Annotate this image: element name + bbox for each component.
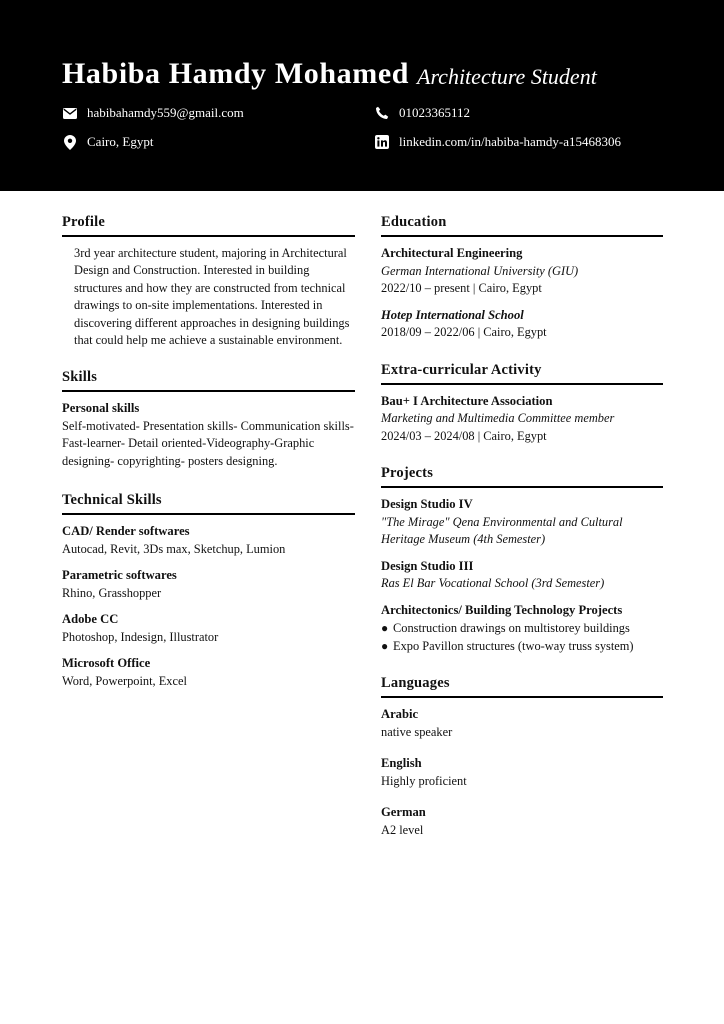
project-entry bbox=[381, 496, 663, 549]
organization-role: Marketing and Multimedia Committee member bbox=[381, 411, 615, 425]
map-pin-icon bbox=[62, 134, 78, 150]
language-name: German bbox=[381, 805, 426, 819]
education-dates: 2018/09 – 2022/06 | Cairo, Egypt bbox=[381, 325, 547, 339]
skill-group bbox=[62, 611, 355, 646]
skill-group bbox=[62, 655, 355, 690]
skills-heading: Skills bbox=[62, 369, 355, 392]
skill-group bbox=[62, 567, 355, 602]
header-banner bbox=[0, 0, 724, 191]
projects-heading: Projects bbox=[381, 465, 663, 488]
project-description: "The Mirage" Qena Environmental and Cultural bbox=[381, 514, 623, 529]
email-text[interactable]: habibahamdy559@gmail.com bbox=[87, 105, 244, 120]
email-contact[interactable] bbox=[62, 105, 244, 121]
profile-section bbox=[62, 214, 355, 349]
language-entry bbox=[381, 706, 663, 741]
language-level: A2 level bbox=[381, 822, 424, 837]
phone-text[interactable]: 01023365112 bbox=[399, 105, 471, 120]
location-contact bbox=[62, 134, 153, 150]
project-description: Ras El Bar Vocational School (3rd Semester) bbox=[381, 576, 605, 590]
left-column bbox=[62, 214, 355, 710]
bullet-icon: ● bbox=[381, 621, 389, 635]
education-section bbox=[381, 214, 663, 342]
education-entry bbox=[381, 307, 663, 342]
candidate-role: Architecture Student bbox=[417, 64, 597, 89]
skill-group-items: Photoshop, Indesign, Illustrator bbox=[62, 629, 219, 644]
language-level: native speaker bbox=[381, 724, 453, 739]
phone-contact[interactable] bbox=[374, 105, 470, 121]
personal-skills-text: Self-motivated- Presentation skills- Communication skills- Fast-learner- Detail oriented-Videography-Graphic designing- copyrighting- posters designing. bbox=[62, 418, 354, 468]
organization-name: Bau+ I Architecture Association bbox=[381, 393, 553, 408]
extracurricular-heading: Extra-curricular Activity bbox=[381, 362, 663, 385]
technical-skills-section bbox=[62, 492, 355, 690]
project-bullet-list bbox=[381, 619, 663, 655]
school-title: Hotep International School bbox=[381, 307, 524, 322]
project-description: Heritage Museum (4th Semester) bbox=[381, 532, 546, 546]
language-name: English bbox=[381, 756, 422, 770]
education-dates: 2022/10 – present | Cairo, Egypt bbox=[381, 281, 542, 295]
profile-heading: Profile bbox=[62, 214, 355, 237]
skill-group-items: Rhino, Grasshopper bbox=[62, 585, 162, 600]
skill-group-title: CAD/ Render softwares bbox=[62, 524, 190, 539]
technical-skills-heading: Technical Skills bbox=[62, 492, 355, 515]
skills-section bbox=[62, 369, 355, 470]
bullet-text: Expo Pavillon structures (two-way truss system) bbox=[393, 639, 634, 653]
skill-group-title: Parametric softwares bbox=[62, 568, 177, 583]
profile-text: 3rd year architecture student, majoring in Architectural Design and Construction. Interested in building structures and how they are constructed from technical drawings to on-site implementations. Interested in discovering different approaches in designing buildings that could help me achieve a sustainable environment. bbox=[74, 246, 350, 348]
language-name: Arabic bbox=[381, 707, 419, 721]
language-entry bbox=[381, 755, 663, 790]
project-title: Architectonics/ Building Technology Projects bbox=[381, 602, 623, 617]
degree-title: Architectural Engineering bbox=[381, 246, 523, 260]
list-item bbox=[381, 637, 663, 655]
education-heading: Education bbox=[381, 214, 663, 237]
organization-dates: 2024/03 – 2024/08 | Cairo, Egypt bbox=[381, 428, 547, 443]
skill-group bbox=[62, 523, 355, 558]
linkedin-text[interactable]: linkedin.com/in/habiba-hamdy-a15468306 bbox=[399, 134, 622, 149]
bullet-text: Construction drawings on multistorey buildings bbox=[393, 621, 630, 635]
linkedin-icon bbox=[374, 134, 390, 150]
project-title: Design Studio IV bbox=[381, 497, 473, 511]
right-column bbox=[381, 214, 663, 859]
phone-icon bbox=[374, 105, 390, 121]
candidate-name: Habiba Hamdy Mohamed bbox=[62, 57, 410, 90]
project-entry bbox=[381, 558, 663, 593]
envelope-icon bbox=[62, 105, 78, 121]
language-entry bbox=[381, 804, 663, 839]
extracurricular-section bbox=[381, 362, 663, 446]
skill-group-title: Adobe CC bbox=[62, 612, 119, 627]
school-name: German International University (GIU) bbox=[381, 263, 579, 278]
project-entry bbox=[381, 602, 663, 656]
education-entry bbox=[381, 245, 663, 298]
languages-section bbox=[381, 675, 663, 839]
location-text: Cairo, Egypt bbox=[87, 134, 154, 149]
skill-group-items: Autocad, Revit, 3Ds max, Sketchup, Lumion bbox=[62, 541, 286, 556]
personal-skills-title: Personal skills bbox=[62, 401, 140, 416]
projects-section bbox=[381, 465, 663, 655]
skill-group-items: Word, Powerpoint, Excel bbox=[62, 673, 187, 688]
skill-group-title: Microsoft Office bbox=[62, 656, 151, 671]
bullet-icon: ● bbox=[381, 639, 389, 653]
languages-heading: Languages bbox=[381, 675, 663, 698]
language-level: Highly proficient bbox=[381, 773, 467, 788]
linkedin-contact[interactable] bbox=[374, 134, 621, 150]
list-item bbox=[381, 619, 663, 637]
project-title: Design Studio III bbox=[381, 558, 474, 573]
